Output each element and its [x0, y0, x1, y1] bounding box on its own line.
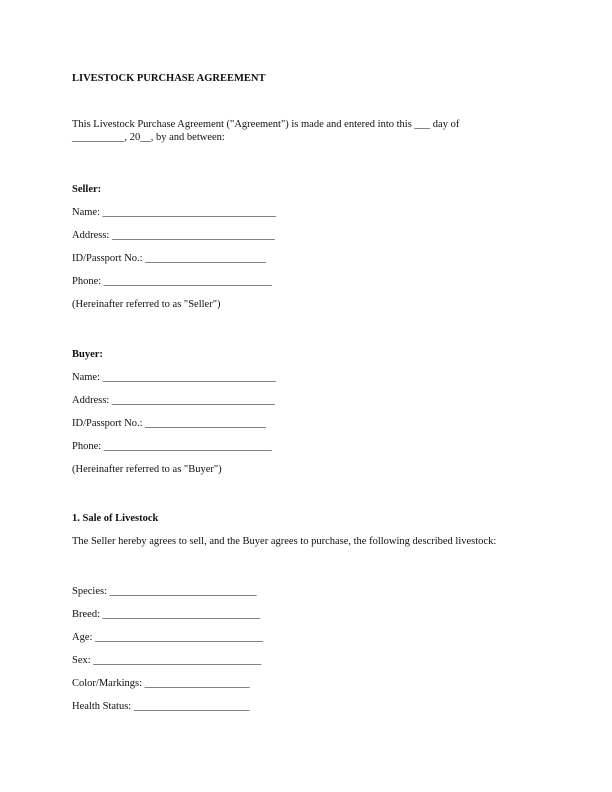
species-field: Species: ____________________________: [72, 586, 257, 597]
seller-name-field: Name: _________________________________: [72, 207, 276, 218]
livestock-fields: [72, 585, 540, 713]
sale-paragraph: The Seller hereby agrees to sell, and the Buyer agrees to purchase, the following described livestock:: [72, 536, 497, 547]
document-page: [72, 72, 540, 713]
buyer-phone-field: Phone: ________________________________: [72, 441, 272, 452]
buyer-name-field: Name: _________________________________: [72, 372, 276, 383]
seller-section: [72, 183, 540, 311]
seller-id-field: ID/Passport No.: _______________________: [72, 253, 266, 264]
color-markings-field: Color/Markings: ____________________: [72, 678, 250, 689]
buyer-section: [72, 348, 540, 476]
seller-heading: Seller:: [72, 184, 102, 195]
sale-section: [72, 512, 540, 713]
sale-heading: 1. Sale of Livestock: [72, 513, 159, 524]
buyer-id-field: ID/Passport No.: _______________________: [72, 418, 266, 429]
intro-paragraph: This Livestock Purchase Agreement ("Agreement") is made and entered into this ___ day of __________, 20__, by and between:: [72, 119, 460, 143]
seller-address-field: Address: _______________________________: [72, 230, 275, 241]
buyer-address-field: Address: _______________________________: [72, 395, 275, 406]
buyer-heading: Buyer:: [72, 349, 103, 360]
health-status-field: Health Status: ______________________: [72, 701, 250, 712]
seller-note: (Hereinafter referred to as "Seller"): [72, 299, 221, 310]
age-field: Age: ________________________________: [72, 632, 264, 643]
buyer-note: (Hereinafter referred to as "Buyer"): [72, 464, 222, 475]
document-title: LIVESTOCK PURCHASE AGREEMENT: [72, 73, 266, 84]
sex-field: Sex: ________________________________: [72, 655, 262, 666]
breed-field: Breed: ______________________________: [72, 609, 261, 620]
seller-phone-field: Phone: ________________________________: [72, 276, 272, 287]
